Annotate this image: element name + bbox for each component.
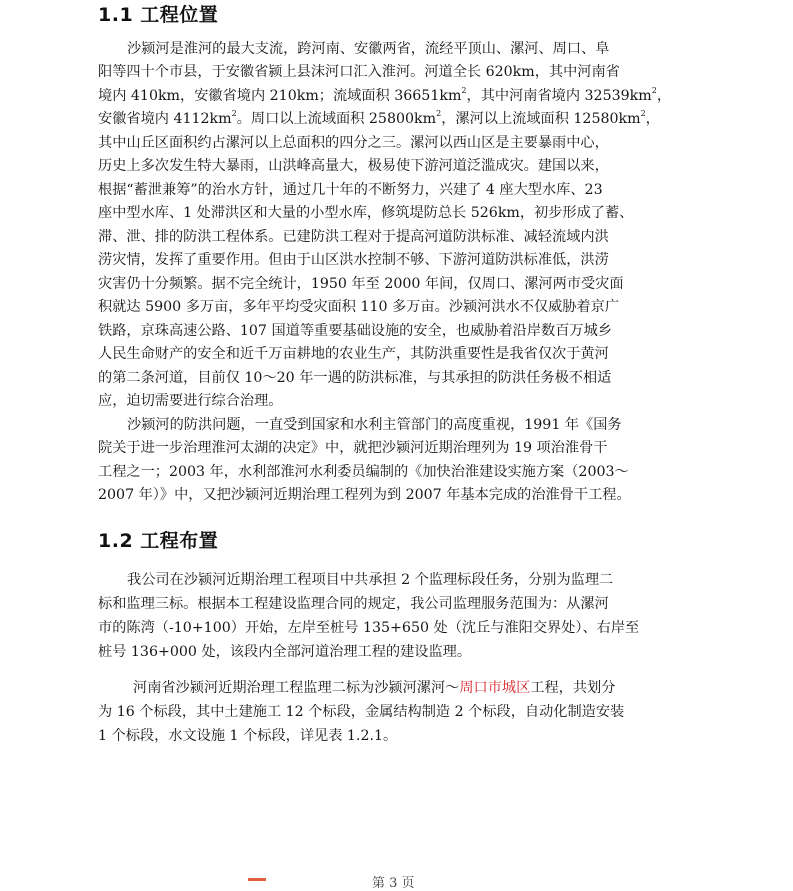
- superscript: 2: [436, 109, 442, 118]
- superscript: 2: [231, 109, 237, 118]
- paragraph-line-area: [98, 86, 671, 106]
- superscript: 2: [461, 86, 467, 95]
- text-run: ，其中河南省境内 32539km: [466, 88, 652, 104]
- text-run: 。周口以上流域面积 25800km: [236, 111, 437, 127]
- paragraph-line: 应，迫切需要进行综合治理。: [98, 393, 283, 409]
- paragraph-line: 其中山丘区面积约占漯河以上总面积的四分之三。漯河以西山区是主要暴雨中心，: [98, 135, 609, 151]
- paragraph-line: 我公司在沙颍河近期治理工程项目中共承担 2 个监理标段任务，分别为监理二: [127, 572, 614, 588]
- paragraph-line: 1 个标段，水文设施 1 个标段，详见表 1.2.1。: [98, 728, 398, 744]
- footer-mark: [248, 878, 266, 881]
- paragraph-line: 沙颍河是淮河的最大支流，跨河南、安徽两省，流经平顶山、漯河、周口、阜: [127, 41, 610, 57]
- paragraph-line: 市的陈湾（-10+100）开始，左岸至桩号 135+650 处（沈丘与淮阳交界处）、右岸至: [98, 620, 640, 636]
- page-footer: [0, 870, 793, 891]
- text-run: ，: [645, 111, 660, 127]
- highlighted-text: 周口市城区: [459, 680, 531, 696]
- paragraph-line: 涝灾情，发挥了重要作用。但由于山区洪水控制不够、下游河道防洪标准低，洪涝: [98, 252, 609, 268]
- paragraph-line: 沙颍河的防洪问题，一直受到国家和水利主管部门的高度重视，1991 年《国务: [127, 417, 622, 433]
- text-run: ，: [656, 88, 672, 104]
- text-run: 工程，共划分: [530, 680, 616, 696]
- paragraph-line: 座中型水库、1 处滞洪区和大量的小型水库，修筑堤防总长 526km，初步形成了蓄、: [98, 205, 634, 221]
- page-number: 第 3 页: [372, 876, 415, 891]
- paragraph-line: 人民生命财产的安全和近千万亩耕地的农业生产，其防洪重要性是我省仅次于黄河: [98, 346, 609, 362]
- paragraph-line: 工程之一；2003 年，水利部淮河水利委员编制的《加快治淮建设实施方案（2003～: [98, 464, 629, 480]
- paragraph-line-area: [98, 109, 660, 129]
- paragraph-line: 标和监理三标。根据本工程建设监理合同的规定，我公司监理服务范围为：从漯河: [98, 596, 609, 612]
- paragraph-line: 阳等四十个市县，于安徽省颍上县沫河口汇入淮河。河道全长 620km，其中河南省: [98, 64, 620, 80]
- section-heading-location: 1.1 工程位置: [98, 4, 219, 26]
- text-run: 境内 410km，安徽省境内 210km；流域面积 36651km: [98, 88, 462, 104]
- paragraph-line: 历史上多次发生特大暴雨，山洪峰高量大，极易使下游河道泛滥成灾。建国以来，: [98, 158, 609, 174]
- paragraph-line: 根据“蓄泄兼筹”的治水方针，通过几十年的不断努力，兴建了 4 座大型水库、23: [98, 182, 603, 198]
- paragraph-line: 的第二条河道，目前仅 10～20 年一遇的防洪标准，与其承担的防洪任务极不相适: [98, 370, 612, 386]
- paragraph-line: 为 16 个标段，其中土建施工 12 个标段，金属结构制造 2 个标段，自动化制造安装: [98, 704, 625, 720]
- text-run: 河南省沙颍河近期治理工程监理二标为沙颍河漯河～: [133, 680, 460, 696]
- paragraph-line: 桩号 136+000 处，该段内全部河道治理工程的建设监理。: [98, 644, 472, 660]
- paragraph-line: 2007 年）》中，又把沙颍河近期治理工程列为到 2007 年基本完成的治淮骨干工程。: [98, 487, 631, 503]
- paragraph-line: 铁路，京珠高速公路、107 国道等重要基础设施的安全，也威胁着沿岸数百万城乡: [98, 323, 612, 339]
- section-heading-layout: 1.2 工程布置: [98, 530, 219, 552]
- superscript: 2: [651, 86, 657, 95]
- paragraph-line: 积就达 5900 多万亩，多年平均受灾面积 110 多万亩。沙颍河洪水不仅威胁着京广: [98, 299, 620, 315]
- paragraph-line: 滞、泄、排的防洪工程体系。已建防洪工程对于提高河道防洪标准、减轻流域内洪: [98, 229, 609, 245]
- paragraph-line: 院关于进一步治理淮河太湖的决定》中，就把沙颍河近期治理列为 19 项治淮骨干: [98, 440, 608, 456]
- paragraph-line-highlight: [133, 678, 615, 698]
- paragraph-line: 灾害仍十分频繁。据不完全统计，1950 年至 2000 年间，仅周口、漯河两市受灾面: [98, 276, 624, 292]
- text-run: ，漯河以上流域面积 12580km: [441, 111, 641, 127]
- text-run: 安徽省境内 4112km: [98, 111, 232, 127]
- superscript: 2: [640, 109, 646, 118]
